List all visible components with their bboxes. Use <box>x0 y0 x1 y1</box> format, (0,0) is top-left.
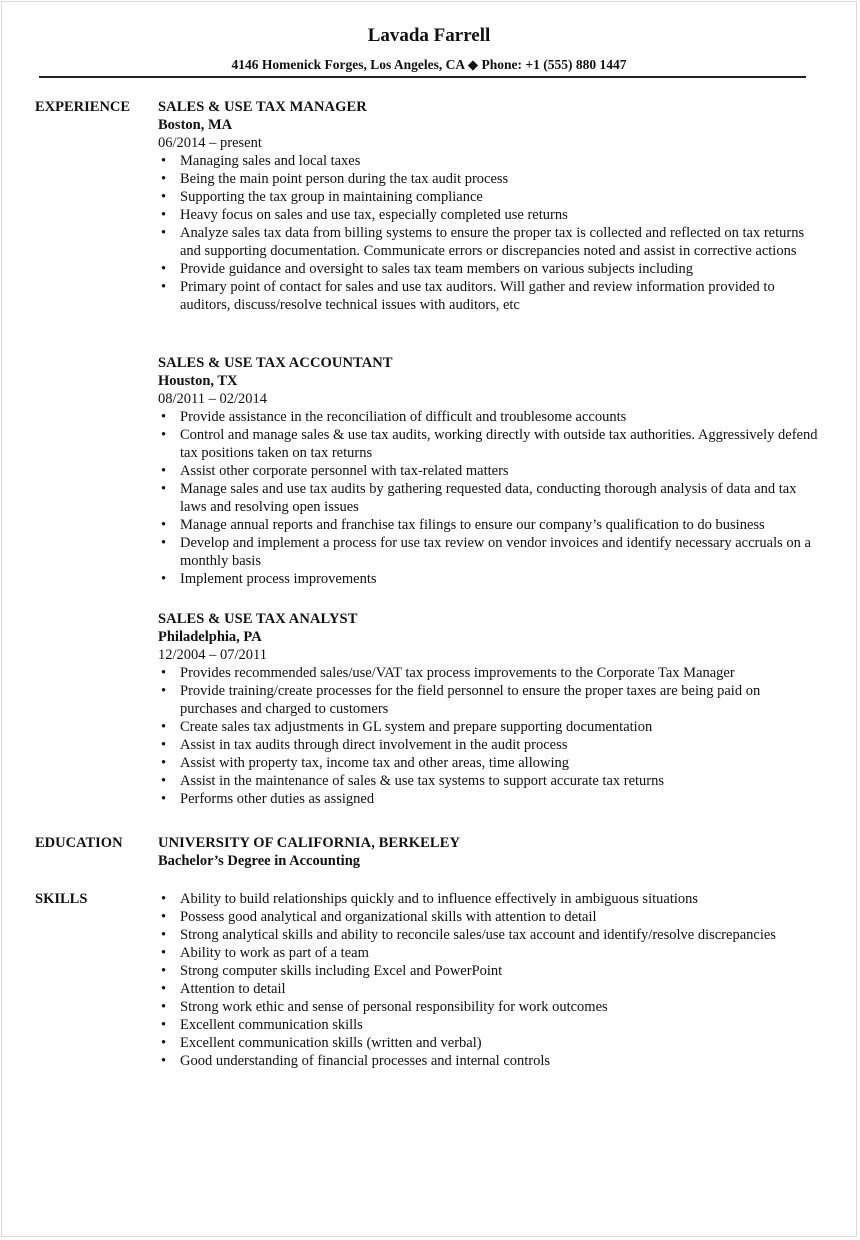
list-item: • Strong analytical skills and ability to reconcile sales/use tax account and identify/resolve discrepancies <box>161 927 776 943</box>
list-item: • Ability to work as part of a team <box>161 945 369 961</box>
job-location: Boston, MA <box>158 117 233 133</box>
job-title: SALES & USE TAX ANALYST <box>158 611 358 627</box>
list-item: • Manage annual reports and franchise tax filings to ensure our company’s qualification to do business <box>161 517 765 533</box>
list-item: • Primary point of contact for sales and use tax auditors. Will gather and review information provided to auditors, discuss/resolve technical issues with auditors, etc <box>161 279 775 313</box>
list-item: • Manage sales and use tax audits by gathering requested data, conducting thorough analysis of data and tax laws and resolving open issues <box>161 481 797 515</box>
list-item: • Possess good analytical and organizational skills with attention to detail <box>161 909 597 925</box>
list-item: • Managing sales and local taxes <box>161 153 361 169</box>
experience-heading: EXPERIENCE <box>35 99 131 115</box>
list-item: • Attention to detail <box>161 981 286 997</box>
list-item: • Heavy focus on sales and use tax, especially completed use returns <box>161 207 568 223</box>
education-entry <box>158 834 818 870</box>
list-item: • Strong work ethic and sense of personal responsibility for work outcomes <box>161 999 608 1015</box>
skills-bullets <box>158 890 818 1070</box>
list-item: • Implement process improvements <box>161 571 377 587</box>
list-item: • Analyze sales tax data from billing systems to ensure the proper tax is collected and reflected on tax returns and supporting documentation. Communicate errors or discrepancies noted and assist in corrective actions <box>161 225 805 259</box>
list-item: • Excellent communication skills (written and verbal) <box>161 1035 482 1051</box>
job-dates: 12/2004 – 07/2011 <box>158 647 268 663</box>
list-item: • Provide training/create processes for the field personnel to ensure the proper taxes are being paid on purchases and charged to customers <box>161 683 761 717</box>
list-item: • Excellent communication skills <box>161 1017 363 1033</box>
job-title: SALES & USE TAX ACCOUNTANT <box>158 355 393 371</box>
list-item: • Provides recommended sales/use/VAT tax process improvements to the Corporate Tax Manager <box>161 665 735 681</box>
education-heading: EDUCATION <box>35 835 123 851</box>
list-item: • Good understanding of financial processes and internal controls <box>161 1053 551 1069</box>
job-title: SALES & USE TAX MANAGER <box>158 99 367 115</box>
list-item: • Assist in tax audits through direct involvement in the audit process <box>161 737 568 753</box>
skills-heading: SKILLS <box>35 891 88 907</box>
list-item: • Provide assistance in the reconciliation of difficult and troublesome accounts <box>161 409 627 425</box>
list-item: • Strong computer skills including Excel and PowerPoint <box>161 963 503 979</box>
degree: Bachelor’s Degree in Accounting <box>158 853 361 869</box>
list-item: • Develop and implement a process for use tax review on vendor invoices and identify necessary accruals on a monthly basis <box>161 535 811 569</box>
resume-header <box>0 24 858 74</box>
job-bullets <box>158 408 818 588</box>
contact-line: 4146 Homenick Forges, Los Angeles, CA ◆ Phone: +1 (555) 880 1447 <box>231 57 627 72</box>
list-item: • Being the main point person during the tax audit process <box>161 171 509 187</box>
list-item: • Performs other duties as assigned <box>161 791 375 807</box>
job-dates: 08/2011 – 02/2014 <box>158 391 268 407</box>
list-item: • Provide guidance and oversight to sales tax team members on various subjects including <box>161 261 694 277</box>
job-location: Houston, TX <box>158 373 238 389</box>
job-3 <box>158 610 818 808</box>
list-item: • Assist other corporate personnel with tax-related matters <box>161 463 509 479</box>
list-item: • Control and manage sales & use tax audits, working directly with outside tax authorities. Aggressively defend tax positions taken on tax returns <box>161 427 818 461</box>
candidate-name: Lavada Farrell <box>367 25 491 46</box>
list-item: • Assist in the maintenance of sales & use tax systems to support accurate tax returns <box>161 773 665 789</box>
job-dates: 06/2014 – present <box>158 135 262 151</box>
skills-list <box>158 890 818 1070</box>
job-location: Philadelphia, PA <box>158 629 262 645</box>
job-2 <box>158 354 818 588</box>
job-bullets <box>158 152 818 314</box>
job-1 <box>158 98 818 314</box>
list-item: • Create sales tax adjustments in GL system and prepare supporting documentation <box>161 719 653 735</box>
list-item: • Ability to build relationships quickly and to influence effectively in ambiguous situations <box>161 891 699 907</box>
header-divider <box>39 76 806 78</box>
school-name: UNIVERSITY OF CALIFORNIA, BERKELEY <box>158 835 461 851</box>
list-item: • Assist with property tax, income tax and other areas, time allowing <box>161 755 569 771</box>
job-bullets <box>158 664 818 808</box>
list-item: • Supporting the tax group in maintaining compliance <box>161 189 483 205</box>
